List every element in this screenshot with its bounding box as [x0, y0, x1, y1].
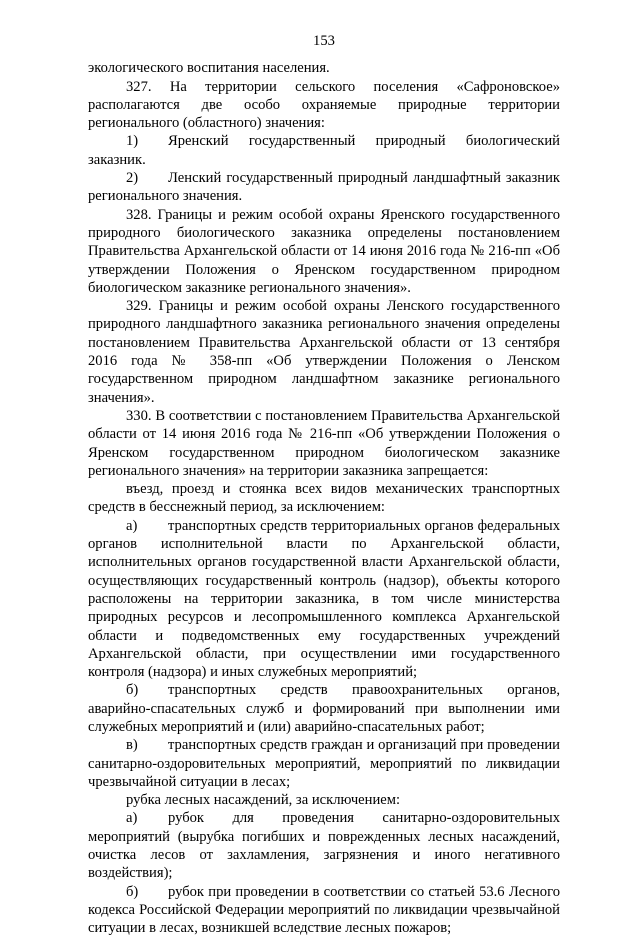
list-marker: в) [126, 737, 138, 754]
list-item-text: транспортных средств граждан и организаций при проведении санитарно-оздоровительных мероприятий, мероприятий по ликвидации чрезвычайной ситуации в лесах; [88, 737, 560, 790]
list-item [88, 681, 560, 736]
list-item-text: рубок при проведении в соответствии со статьей 53.6 Лесного кодекса Российской Федерации мероприятий по ликвидации чрезвычайной ситуации в лесах, возникшей вследствие лесных пожаров; [88, 883, 560, 937]
paragraph-text: въезд, проезд и стоянка всех видов механических транспортных средств в бесснежный период, за исключением: [88, 481, 560, 516]
document-page [88, 32, 560, 938]
list-item [88, 132, 560, 169]
paragraph-text: 327. На территории сельского поселения «Сафроновское» располагаются две особо охраняемые природные территории регионального (областного) значения: [88, 78, 560, 132]
list-marker: а) [126, 810, 138, 827]
paragraph [88, 78, 560, 133]
list-item [88, 809, 560, 882]
list-item-text: Яренский государственный природный биологический заказник. [88, 133, 560, 168]
list-item-text: Ленский государственный природный ландшафтный заказник регионального значения. [88, 170, 560, 205]
paragraph-text: 328. Границы и режим особой охраны Яренского государственного природного биологического заказника определены постановлением Правительства Архангельской области от 14 июня 2016 года № 216-пп «Об утверждении Положения о Яренском государственном природном биологическом заказнике регионального значения». [88, 206, 560, 296]
list-marker: а) [126, 517, 138, 534]
list-marker: 2) [126, 170, 139, 187]
paragraph [88, 480, 560, 517]
page-number: 153 [313, 33, 335, 49]
list-item-text: рубок для проведения санитарно-оздоровительных мероприятий (вырубка погибших и поврежденных лесных насаждений, очистка лесов от захламления, загрязнения и иного негативного воздействия); [88, 810, 560, 882]
paragraph-text: 329. Границы и режим особой охраны Ленского государственного природного ландшафтного заказника регионального значения определены постановлением Правительства Архангельской области от 13 сентября 2016 года № 358-пп «Об утверждении Положения о Ленском государственном природном ландшафтном заказнике регионального значения». [88, 298, 560, 406]
paragraph [88, 297, 560, 407]
paragraph-text: рубка лесных насаждений, за исключением: [126, 792, 401, 809]
paragraph [88, 206, 560, 297]
list-marker: б) [126, 682, 139, 699]
list-item [88, 517, 560, 682]
list-item [88, 883, 560, 938]
paragraph [88, 59, 560, 77]
list-item [88, 169, 560, 206]
list-marker: 1) [126, 133, 139, 150]
list-marker: б) [126, 883, 139, 900]
list-item [88, 736, 560, 791]
paragraph-text: экологического воспитания населения. [88, 60, 330, 77]
paragraph [88, 407, 560, 480]
paragraph [88, 791, 560, 809]
list-item-text: транспортных средств территориальных органов федеральных органов исполнительной власти по Архангельской области, исполнительных органов государственной власти Архангельской области, осуществляющих государственный контроль (надзор), объекты которого расположены на территории заказника, в том числе министерства природных ресурсов и лесопромышленного комплекса Архангельской области и подведомственных ему государственных учреждений Архангельской области, при осуществлении ими государственного контроля (надзора) и иных служебных мероприятий; [88, 517, 560, 681]
paragraph-text: 330. В соответствии с постановлением Правительства Архангельской области от 14 июня 2016 года № 216-пп «Об утверждении Положения о Яренском государственном природном биологическом заказнике регионального значения» на территории заказника запрещается: [88, 407, 560, 479]
list-item-text: транспортных средств правоохранительных органов, аварийно-спасательных служб и формирований при выполнении ими служебных мероприятий и (или) аварийно-спасательных работ; [88, 682, 560, 735]
